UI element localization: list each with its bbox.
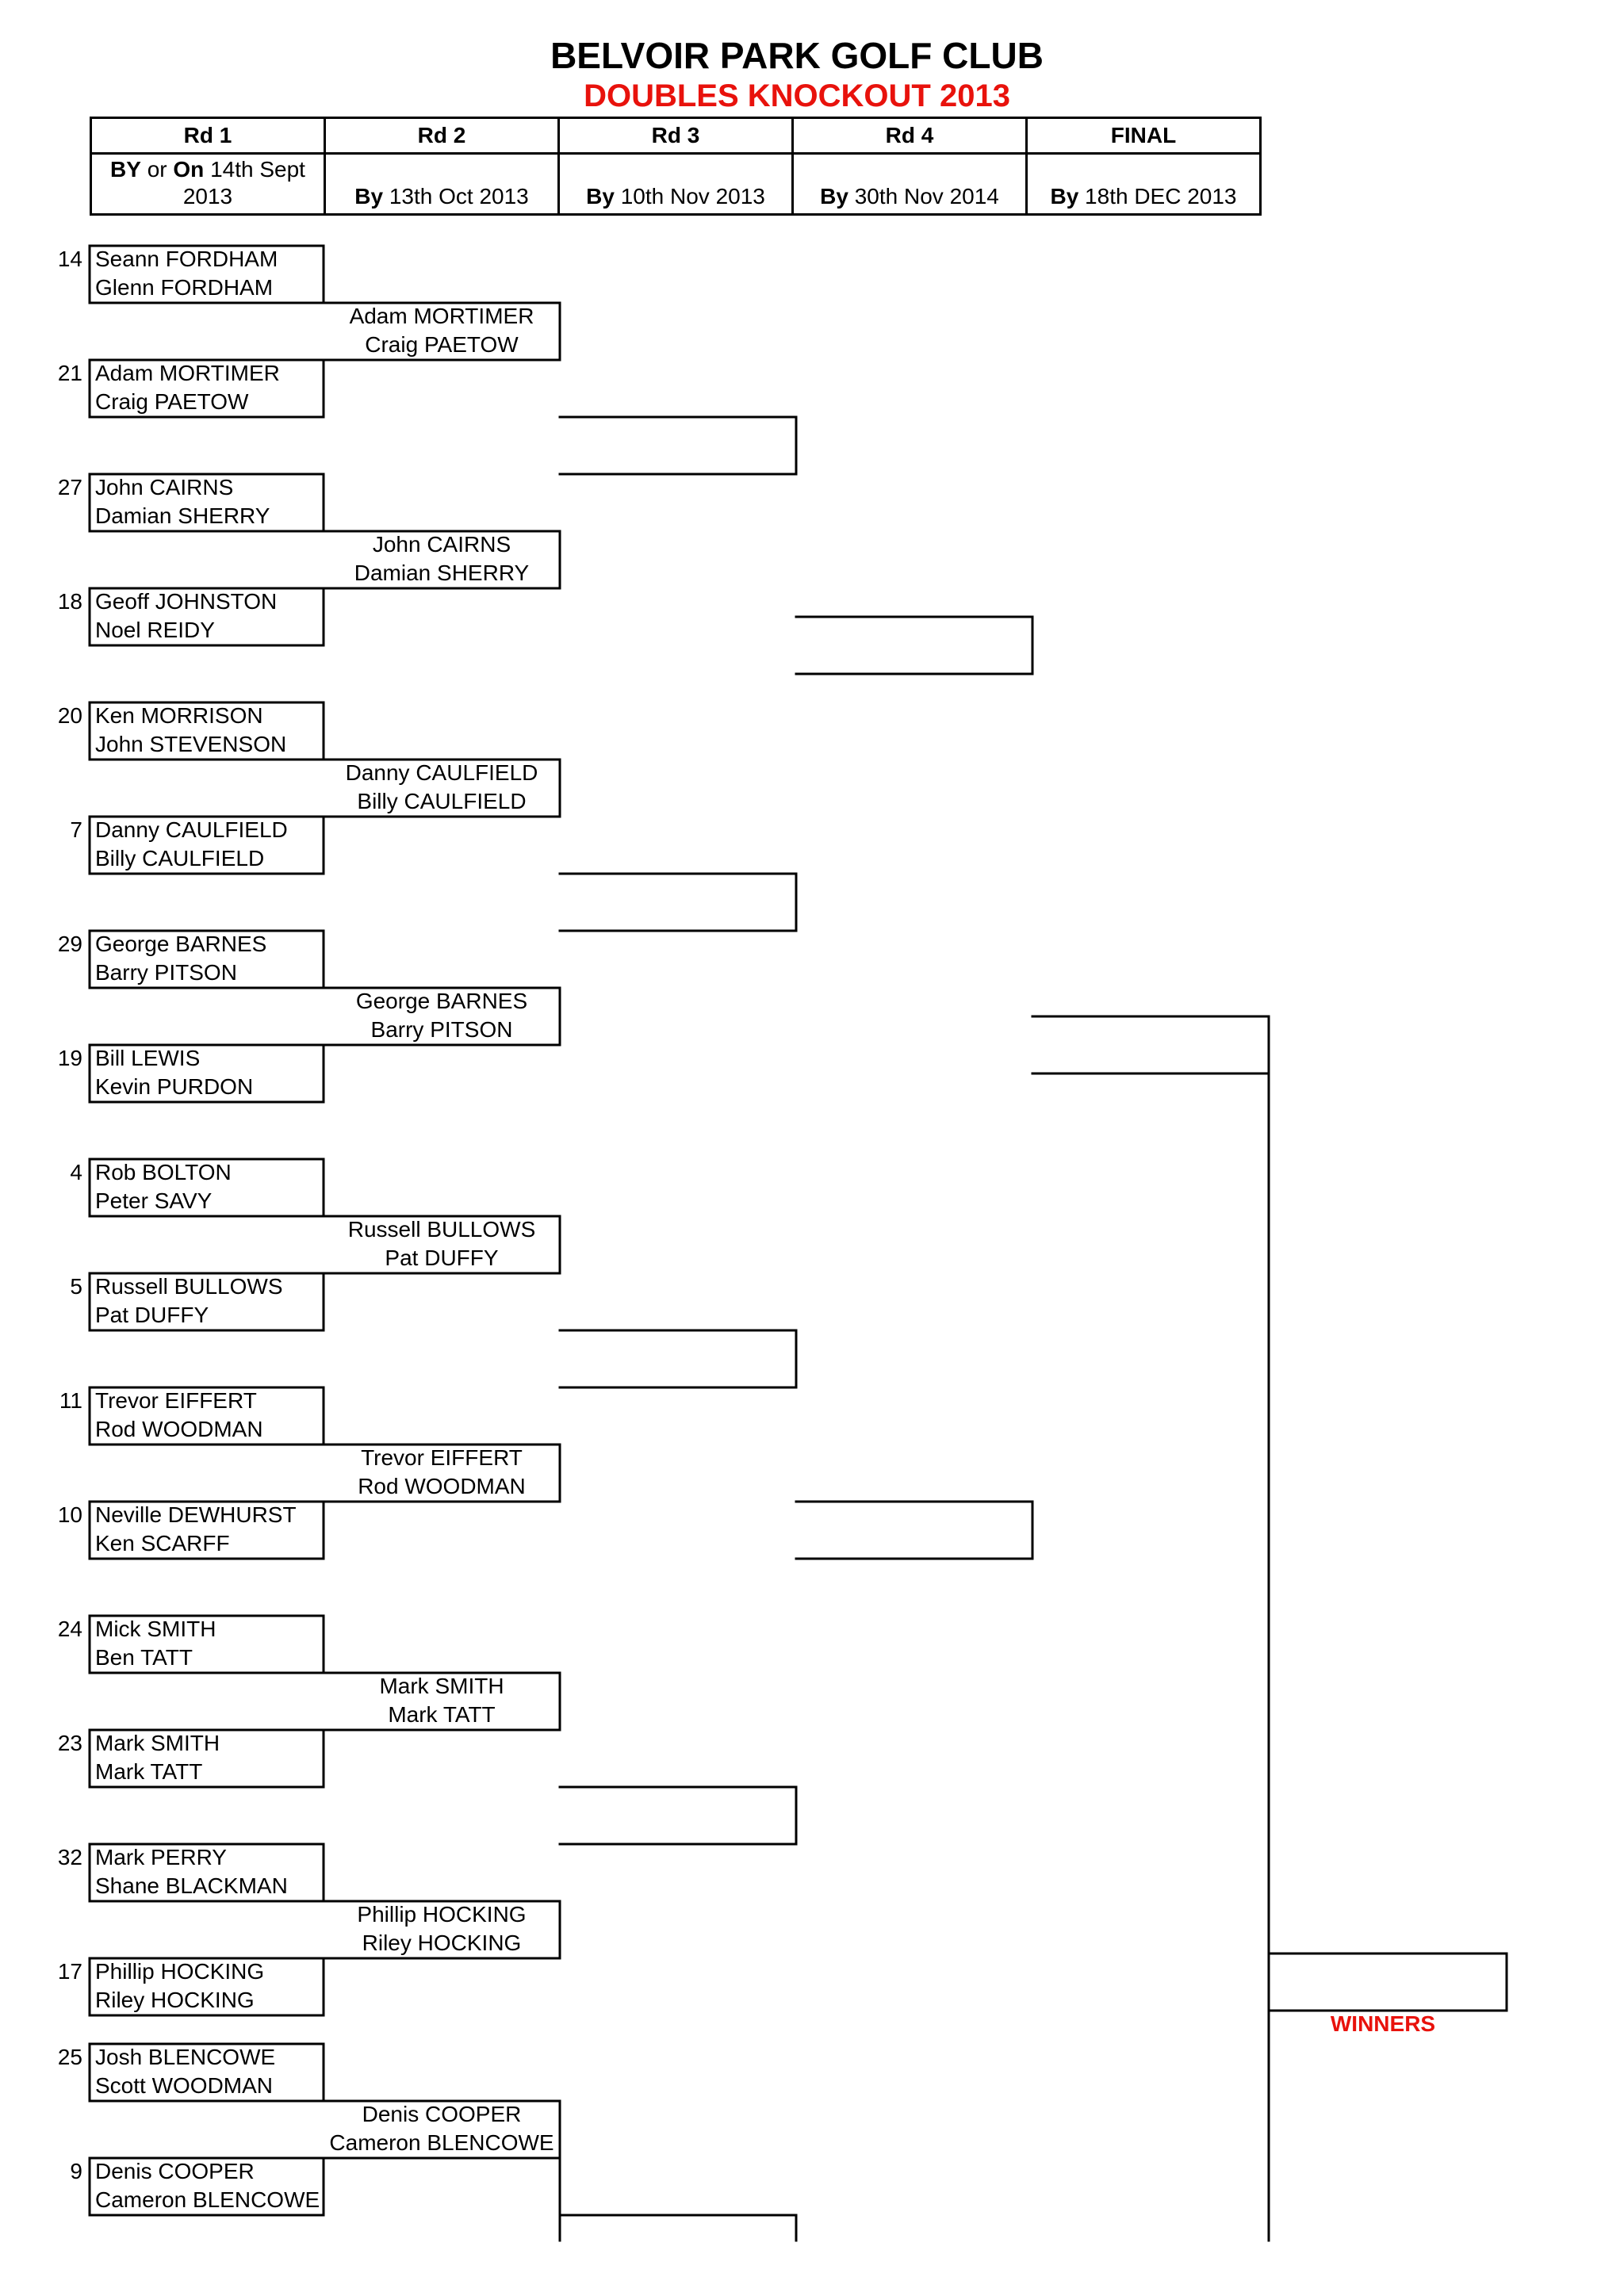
player-name: Trevor EIFFERT <box>95 1388 257 1413</box>
player-name: Peter SAVY <box>95 1188 213 1213</box>
player-name: Barry PITSON <box>95 960 237 985</box>
round3-slot <box>560 2215 796 2241</box>
round-deadline: BY or On 14th Sept 2013 <box>91 154 325 215</box>
winners-label: WINNERS <box>1330 2011 1436 2036</box>
seed-number: 32 <box>57 1845 82 1869</box>
seed-number: 5 <box>70 1274 82 1299</box>
seed-number: 11 <box>59 1388 82 1413</box>
player-name: Pat DUFFY <box>95 1303 209 1327</box>
round-header: Rd 2 <box>325 118 559 154</box>
player-name: Russell BULLOWS <box>95 1274 283 1299</box>
round-deadline: By 10th Nov 2013 <box>559 154 793 215</box>
player-name: Adam MORTIMER <box>95 361 280 385</box>
player-name: Seann FORDHAM <box>95 247 278 271</box>
player-name: Rob BOLTON <box>95 1160 232 1184</box>
page-title: BELVOIR PARK GOLF CLUB <box>550 35 1044 76</box>
player-name: Danny CAULFIELD <box>95 817 288 842</box>
player-name: Riley HOCKING <box>95 1988 255 2012</box>
player-name: Josh BLENCOWE <box>95 2045 276 2069</box>
seed-number: 18 <box>57 589 82 614</box>
round3-slot <box>560 1330 796 1387</box>
seed-number: 25 <box>57 2045 82 2069</box>
round2-player-name: Russell BULLOWS <box>347 1217 536 1242</box>
player-name: George BARNES <box>95 932 267 956</box>
seed-number: 20 <box>57 703 82 728</box>
player-name: Ken SCARFF <box>95 1531 230 1556</box>
round2-player-name: Rod WOODMAN <box>358 1474 526 1498</box>
player-name: Neville DEWHURST <box>95 1502 297 1527</box>
player-name: Damian SHERRY <box>95 503 270 528</box>
round-deadline: By 30th Nov 2014 <box>793 154 1027 215</box>
player-name: Bill LEWIS <box>95 1046 201 1070</box>
round2-player-name: John CAIRNS <box>372 532 511 557</box>
player-name: Ken MORRISON <box>95 703 263 728</box>
round2-player-name: Craig PAETOW <box>365 332 519 357</box>
seed-number: 10 <box>57 1502 82 1527</box>
round-deadline: By 18th DEC 2013 <box>1027 154 1261 215</box>
round2-player-name: Denis COOPER <box>362 2102 522 2126</box>
round4-slot <box>796 1502 1032 1559</box>
player-name: John CAIRNS <box>95 475 234 499</box>
round2-player-name: George BARNES <box>355 989 528 1013</box>
round2-player-name: Trevor EIFFERT <box>361 1445 523 1470</box>
player-name: Glenn FORDHAM <box>95 275 274 300</box>
round2-player-name: Phillip HOCKING <box>357 1902 527 1927</box>
seed-number: 19 <box>57 1046 82 1070</box>
seed-number: 24 <box>57 1617 82 1641</box>
round-header: Rd 3 <box>559 118 793 154</box>
round2-player-name: Damian SHERRY <box>354 561 530 585</box>
seed-number: 23 <box>57 1731 82 1755</box>
round-deadline: By 13th Oct 2013 <box>325 154 559 215</box>
seed-number: 4 <box>70 1160 82 1184</box>
seed-number: 7 <box>70 817 82 842</box>
round2-player-name: Barry PITSON <box>370 1017 513 1042</box>
player-name: Phillip HOCKING <box>95 1959 265 1984</box>
round2-player-name: Danny CAULFIELD <box>345 760 538 785</box>
player-name: Craig PAETOW <box>95 389 249 414</box>
page-subtitle: DOUBLES KNOCKOUT 2013 <box>584 78 1010 113</box>
player-name: Geoff JOHNSTON <box>95 589 278 614</box>
player-name: Mark TATT <box>95 1759 203 1784</box>
player-name: Mick SMITH <box>95 1617 216 1641</box>
player-name: Kevin PURDON <box>95 1074 254 1099</box>
round2-player-name: Pat DUFFY <box>385 1246 499 1270</box>
player-name: Shane BLACKMAN <box>95 1873 288 1898</box>
round2-player-name: Cameron BLENCOWE <box>329 2130 554 2155</box>
round3-slot <box>560 417 796 474</box>
player-name: Cameron BLENCOWE <box>95 2187 320 2212</box>
round2-player-name: Mark TATT <box>388 1702 496 1727</box>
player-name: Mark SMITH <box>95 1731 220 1755</box>
round-header: Rd 4 <box>793 118 1027 154</box>
player-name: Billy CAULFIELD <box>95 846 265 871</box>
seed-number: 9 <box>70 2159 82 2183</box>
seed-number: 14 <box>57 247 82 271</box>
player-name: Rod WOODMAN <box>95 1417 263 1441</box>
round3-slot <box>560 874 796 931</box>
player-name: Ben TATT <box>95 1645 193 1670</box>
seed-number: 17 <box>57 1959 82 1984</box>
seed-number: 27 <box>57 475 82 499</box>
round-header: FINAL <box>1027 118 1261 154</box>
player-name: Scott WOODMAN <box>95 2073 274 2098</box>
final-slot <box>1032 1016 1269 2241</box>
player-name: Denis COOPER <box>95 2159 255 2183</box>
round2-player-name: Adam MORTIMER <box>349 304 534 328</box>
seed-number: 21 <box>57 361 82 385</box>
player-name: Noel REIDY <box>95 618 215 642</box>
round2-player-name: Billy CAULFIELD <box>357 789 527 813</box>
player-name: Mark PERRY <box>95 1845 227 1869</box>
winners-box <box>1269 1954 1507 2011</box>
round3-slot <box>560 1787 796 1844</box>
round4-slot <box>796 617 1032 674</box>
round2-player-name: Mark SMITH <box>379 1674 504 1698</box>
player-name: John STEVENSON <box>95 732 287 756</box>
round-header: Rd 1 <box>91 118 325 154</box>
round2-player-name: Riley HOCKING <box>362 1931 522 1955</box>
seed-number: 29 <box>57 932 82 956</box>
